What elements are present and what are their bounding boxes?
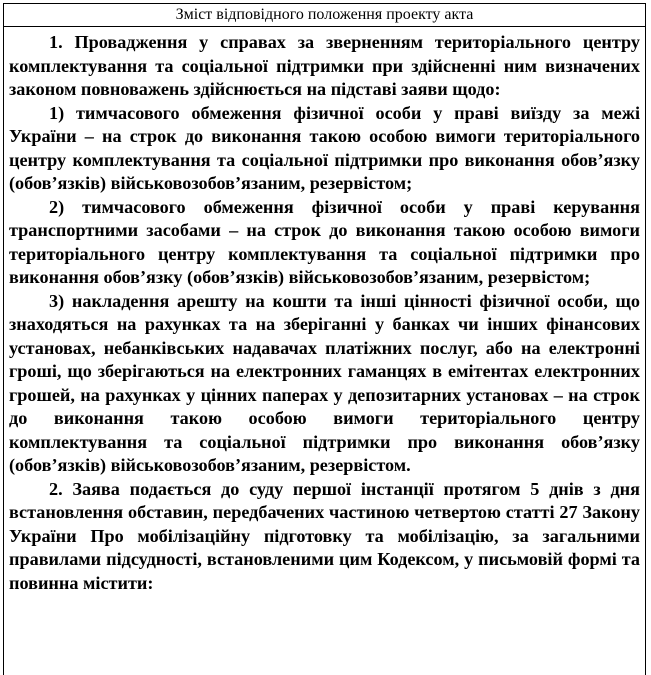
paragraph-1: 1. Провадження у справах за зверненням територіального центру комплектування та соціальної підтримки при здійсненні ним визначених законом повноважень здійснюється на підставі заяви щодо:	[9, 32, 640, 99]
table-cell-content	[4, 27, 645, 595]
paragraph-1-item-2: 2) тимчасового обмеження фізичної особи у праві керування транспортними засобами – на строк до виконання такою особою вимоги територіального центру комплектування та соціальної підтримки про виконання обов’язку (обов’язків) військовозобов’язаним, резервістом;	[9, 196, 640, 287]
paragraph-2: 2. Заява подається до суду першої інстанції протягом 5 днів з дня встановлення обставин, передбачених частиною четвертою статті 27 Закону України Про мобілізаційну підготовку та мобілізацію, за загальними правилами підсудності, встановленими цим Кодексом, у письмовій формі та повинна містити:	[9, 478, 640, 593]
document-table	[3, 3, 646, 675]
table-header: Зміст відповідного положення проекту акта	[4, 4, 645, 27]
paragraph-1-item-1: 1) тимчасового обмеження фізичної особи у праві виїзду за межі України – на строк до виконання такою особою вимоги територіального центру комплектування та соціальної підтримки про виконання обов’язку (обов’язків) військовозобов’язаним, резервістом;	[9, 102, 640, 193]
paragraph-1-item-3: 3) накладення арешту на кошти та інші цінності фізичної особи, що знаходяться на рахунках та на зберіганні у банках чи інших фінансових установах, небанківських надавачах платіжних послуг, або на електронні гроші, що зберігаються на електронних гаманцях в емітентах електронних грошей, на рахунках у цінних паперах у депозитарних установах – на строк до виконання такою особою вимоги територіального центру комплектування та соціальної підтримки про виконання обов’язку (обов’язків) військовозобов’язаним, резервістом.	[9, 290, 640, 475]
